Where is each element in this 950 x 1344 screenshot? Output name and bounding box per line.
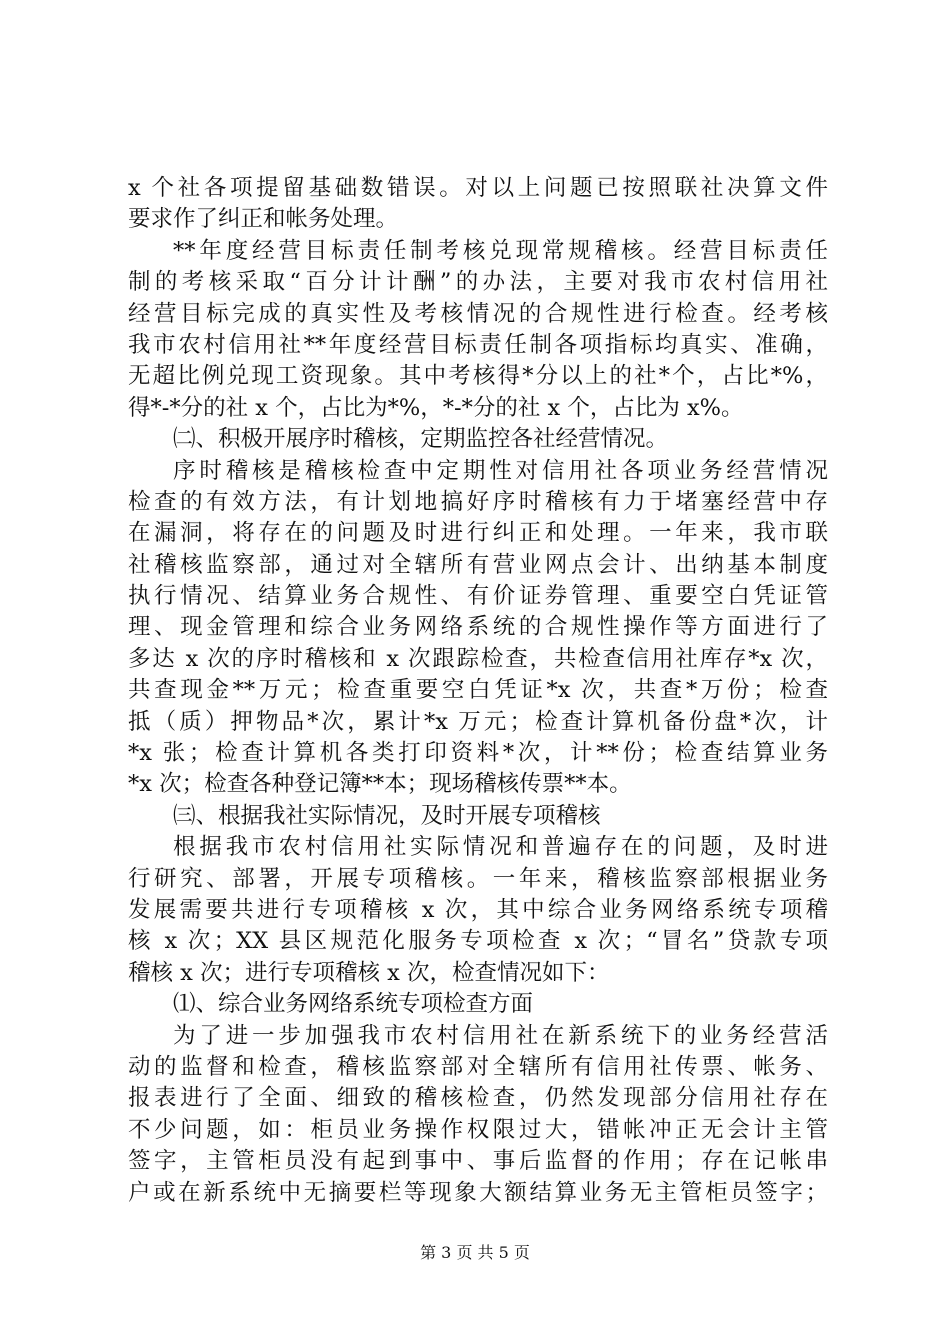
text-line: x 个社各项提留基础数错误。对以上问题已按照联社决算文件	[128, 175, 828, 201]
text-line: ㈡、积极开展序时稽核，定期监控各社经营情况。	[173, 426, 669, 453]
text-line: 为了进一步加强我市农村信用社在新系统下的业务经营活	[173, 1022, 828, 1049]
text-line: 动的监督和检查，稽核监察部对全辖所有信用社传票、帐务、	[128, 1053, 828, 1080]
text-line: 检查的有效方法，有计划地搞好序时稽核有力于堵塞经营中存	[128, 488, 828, 515]
text-line: 在漏洞，将存在的问题及时进行纠正和处理。一年来，我市联	[128, 520, 828, 547]
text-line: 行研究、部署，开展专项稽核。一年来，稽核监察部根据业务	[128, 865, 828, 892]
text-line: 理、现金管理和综合业务网络系统的合规性操作等方面进行了	[128, 614, 828, 641]
text-line: 制的考核采取“百分计计酬”的办法，主要对我市农村信用社	[128, 269, 828, 296]
text-line: 执行情况、结算业务合规性、有价证券管理、重要空白凭证管	[128, 583, 828, 610]
text-line: 得*-*分的社 x 个，占比为*%，*-*分的社 x 个，占比为 x%。	[128, 394, 744, 421]
text-line: 稽核 x 次；进行专项稽核 x 次，检查情况如下：	[128, 959, 610, 986]
text-line: 我市农村信用社**年度经营目标责任制各项指标均真实、准确，	[128, 331, 828, 358]
text-line: 核 x 次；XX 县区规范化服务专项检查 x 次；“冒名”贷款专项	[128, 928, 828, 955]
text-line: **年度经营目标责任制考核兑现常规稽核。经营目标责任	[173, 237, 828, 264]
text-line: ㈢、根据我社实际情况，及时开展专项稽核	[173, 802, 601, 829]
page-footer: 第 3 页 共 5 页	[420, 1243, 530, 1262]
text-line: 社稽核监察部，通过对全辖所有营业网点会计、出纳基本制度	[128, 551, 828, 578]
text-line: ⑴、综合业务网络系统专项检查方面	[173, 991, 534, 1018]
text-line: 发展需要共进行专项稽核 x 次，其中综合业务网络系统专项稽	[128, 896, 828, 923]
text-line: 无超比例兑现工资现象。其中考核得*分以上的社*个，占比*%，	[128, 363, 828, 390]
text-line: 户或在新系统中无摘要栏等现象大额结算业务无主管柜员签字；	[128, 1179, 828, 1206]
text-line: 多达 x 次的序时稽核和 x 次跟踪检查，共检查信用社库存*x 次，	[128, 645, 828, 672]
text-line: *x 张；检查计算机各类打印资料*次，计**份；检查结算业务	[128, 740, 828, 767]
text-line: 根据我市农村信用社实际情况和普遍存在的问题，及时进	[173, 834, 828, 861]
text-line: 经营目标完成的真实性及考核情况的合规性进行检查。经考核	[128, 300, 828, 327]
text-line: 不少问题，如：柜员业务操作权限过大，错帐冲正无会计主管	[128, 1116, 828, 1143]
text-line: *x 次；检查各种登记簿**本；现场稽核传票**本。	[128, 771, 632, 798]
text-line: 抵（质）押物品*次，累计*x 万元；检查计算机备份盘*次，计	[128, 708, 828, 735]
text-line: 序时稽核是稽核检查中定期性对信用社各项业务经营情况	[173, 457, 828, 484]
document-body	[128, 173, 828, 1209]
text-line: 报表进行了全面、细致的稽核检查，仍然发现部分信用社存在	[128, 1085, 828, 1112]
text-line: 共查现金**万元；检查重要空白凭证*x 次，共查*万份；检查	[128, 677, 828, 704]
text-line: 要求作了纠正和帐务处理。	[128, 206, 399, 233]
text-line: 签字，主管柜员没有起到事中、事后监督的作用；存在记帐串	[128, 1148, 828, 1175]
